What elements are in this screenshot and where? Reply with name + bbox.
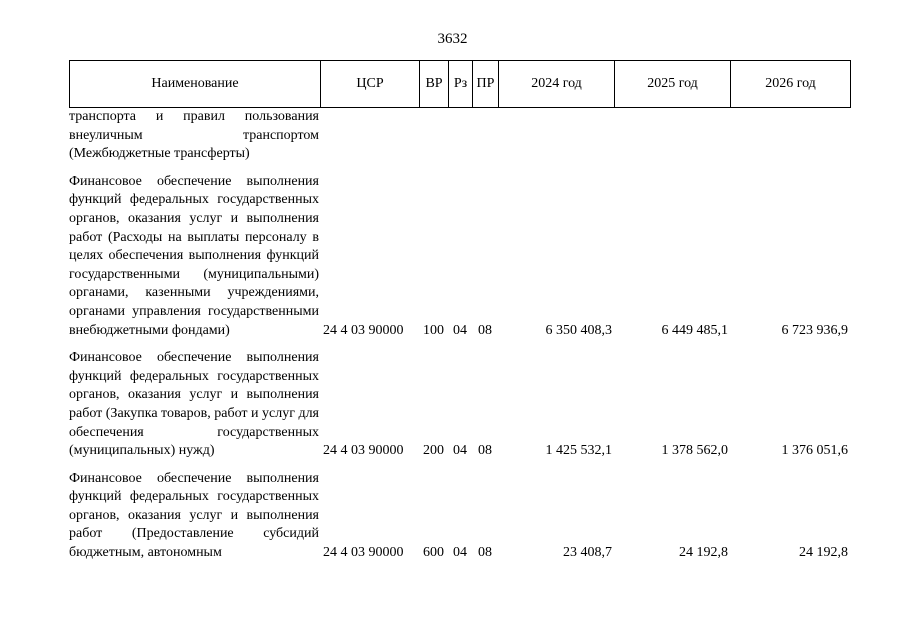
row-rz-cell: 04: [453, 545, 467, 561]
row-vr-cell: 600: [423, 545, 444, 561]
row-2025-cell: 24 192,8: [679, 545, 728, 561]
column-header-2024: 2024 год: [499, 61, 615, 108]
row-2026-cell: 24 192,8: [799, 545, 848, 561]
row-pr-cell: 08: [478, 322, 492, 338]
row-pr-cell: 08: [478, 443, 492, 459]
row-pr-cell: [472, 108, 498, 164]
row-vr-cell: 100: [423, 322, 444, 338]
table-row: [69, 164, 850, 340]
column-header-rz: Рз: [449, 61, 473, 108]
row-vr-cell: 200: [423, 443, 444, 459]
row-2024-cell: 1 425 532,1: [545, 443, 612, 459]
row-csr-cell: 24 4 03 90000: [323, 443, 404, 459]
row-2025-cell: 1 378 562,0: [661, 443, 728, 459]
row-2024-cell: 23 408,7: [563, 545, 612, 561]
row-name-cell: Финансовое обеспечение выполнения функций федеральных государственных органов, оказания услуг и выполнения работ (Расходы на выплаты персоналу в целях обеспечения выполнения функций государственными (муниципальными) органами, казенными учреждениями, органами управления государственными внебюджетными фондами): [69, 173, 319, 338]
row-csr-cell: [320, 108, 419, 164]
row-vr-cell: [419, 108, 448, 164]
row-rz-cell: 04: [453, 322, 467, 338]
column-header-csr: ЦСР: [321, 61, 420, 108]
row-2024-cell: [498, 108, 614, 164]
column-header-pr: ПР: [473, 61, 499, 108]
row-2024-cell: 6 350 408,3: [545, 322, 612, 338]
table-row: [69, 108, 850, 164]
row-name-cell: Финансовое обеспечение выполнения функций федеральных государственных органов, оказания услуг и выполнения работ (Закупка товаров, работ и услуг для обеспечения государственных (муниципальных) нужд): [69, 350, 319, 459]
table-row: [69, 340, 850, 461]
row-rz-cell: 04: [453, 443, 467, 459]
row-name-cell: транспорта и правил пользования внеуличным транспортом (Межбюджетные трансферты): [69, 109, 319, 162]
table-row: [69, 461, 850, 563]
row-2025-cell: [614, 108, 730, 164]
column-header-vr: ВР: [420, 61, 449, 108]
column-header-2025: 2025 год: [615, 61, 731, 108]
row-2026-cell: 1 376 051,6: [781, 443, 848, 459]
table-header: [69, 60, 851, 108]
row-csr-cell: 24 4 03 90000: [323, 322, 404, 338]
page-number: 3632: [437, 31, 468, 47]
row-rz-cell: [448, 108, 472, 164]
row-2025-cell: 6 449 485,1: [661, 322, 728, 338]
column-header-2026: 2026 год: [731, 61, 851, 108]
column-header-name: Наименование: [70, 61, 321, 108]
budget-table: [69, 108, 850, 563]
row-2026-cell: [730, 108, 850, 164]
row-pr-cell: 08: [478, 545, 492, 561]
row-name-cell: Финансовое обеспечение выполнения функций федеральных государственных органов, оказания услуг и выполнения работ (Предоставление субсидий бюджетным, автономным: [69, 470, 319, 561]
row-csr-cell: 24 4 03 90000: [323, 545, 404, 561]
row-2026-cell: 6 723 936,9: [781, 322, 848, 338]
